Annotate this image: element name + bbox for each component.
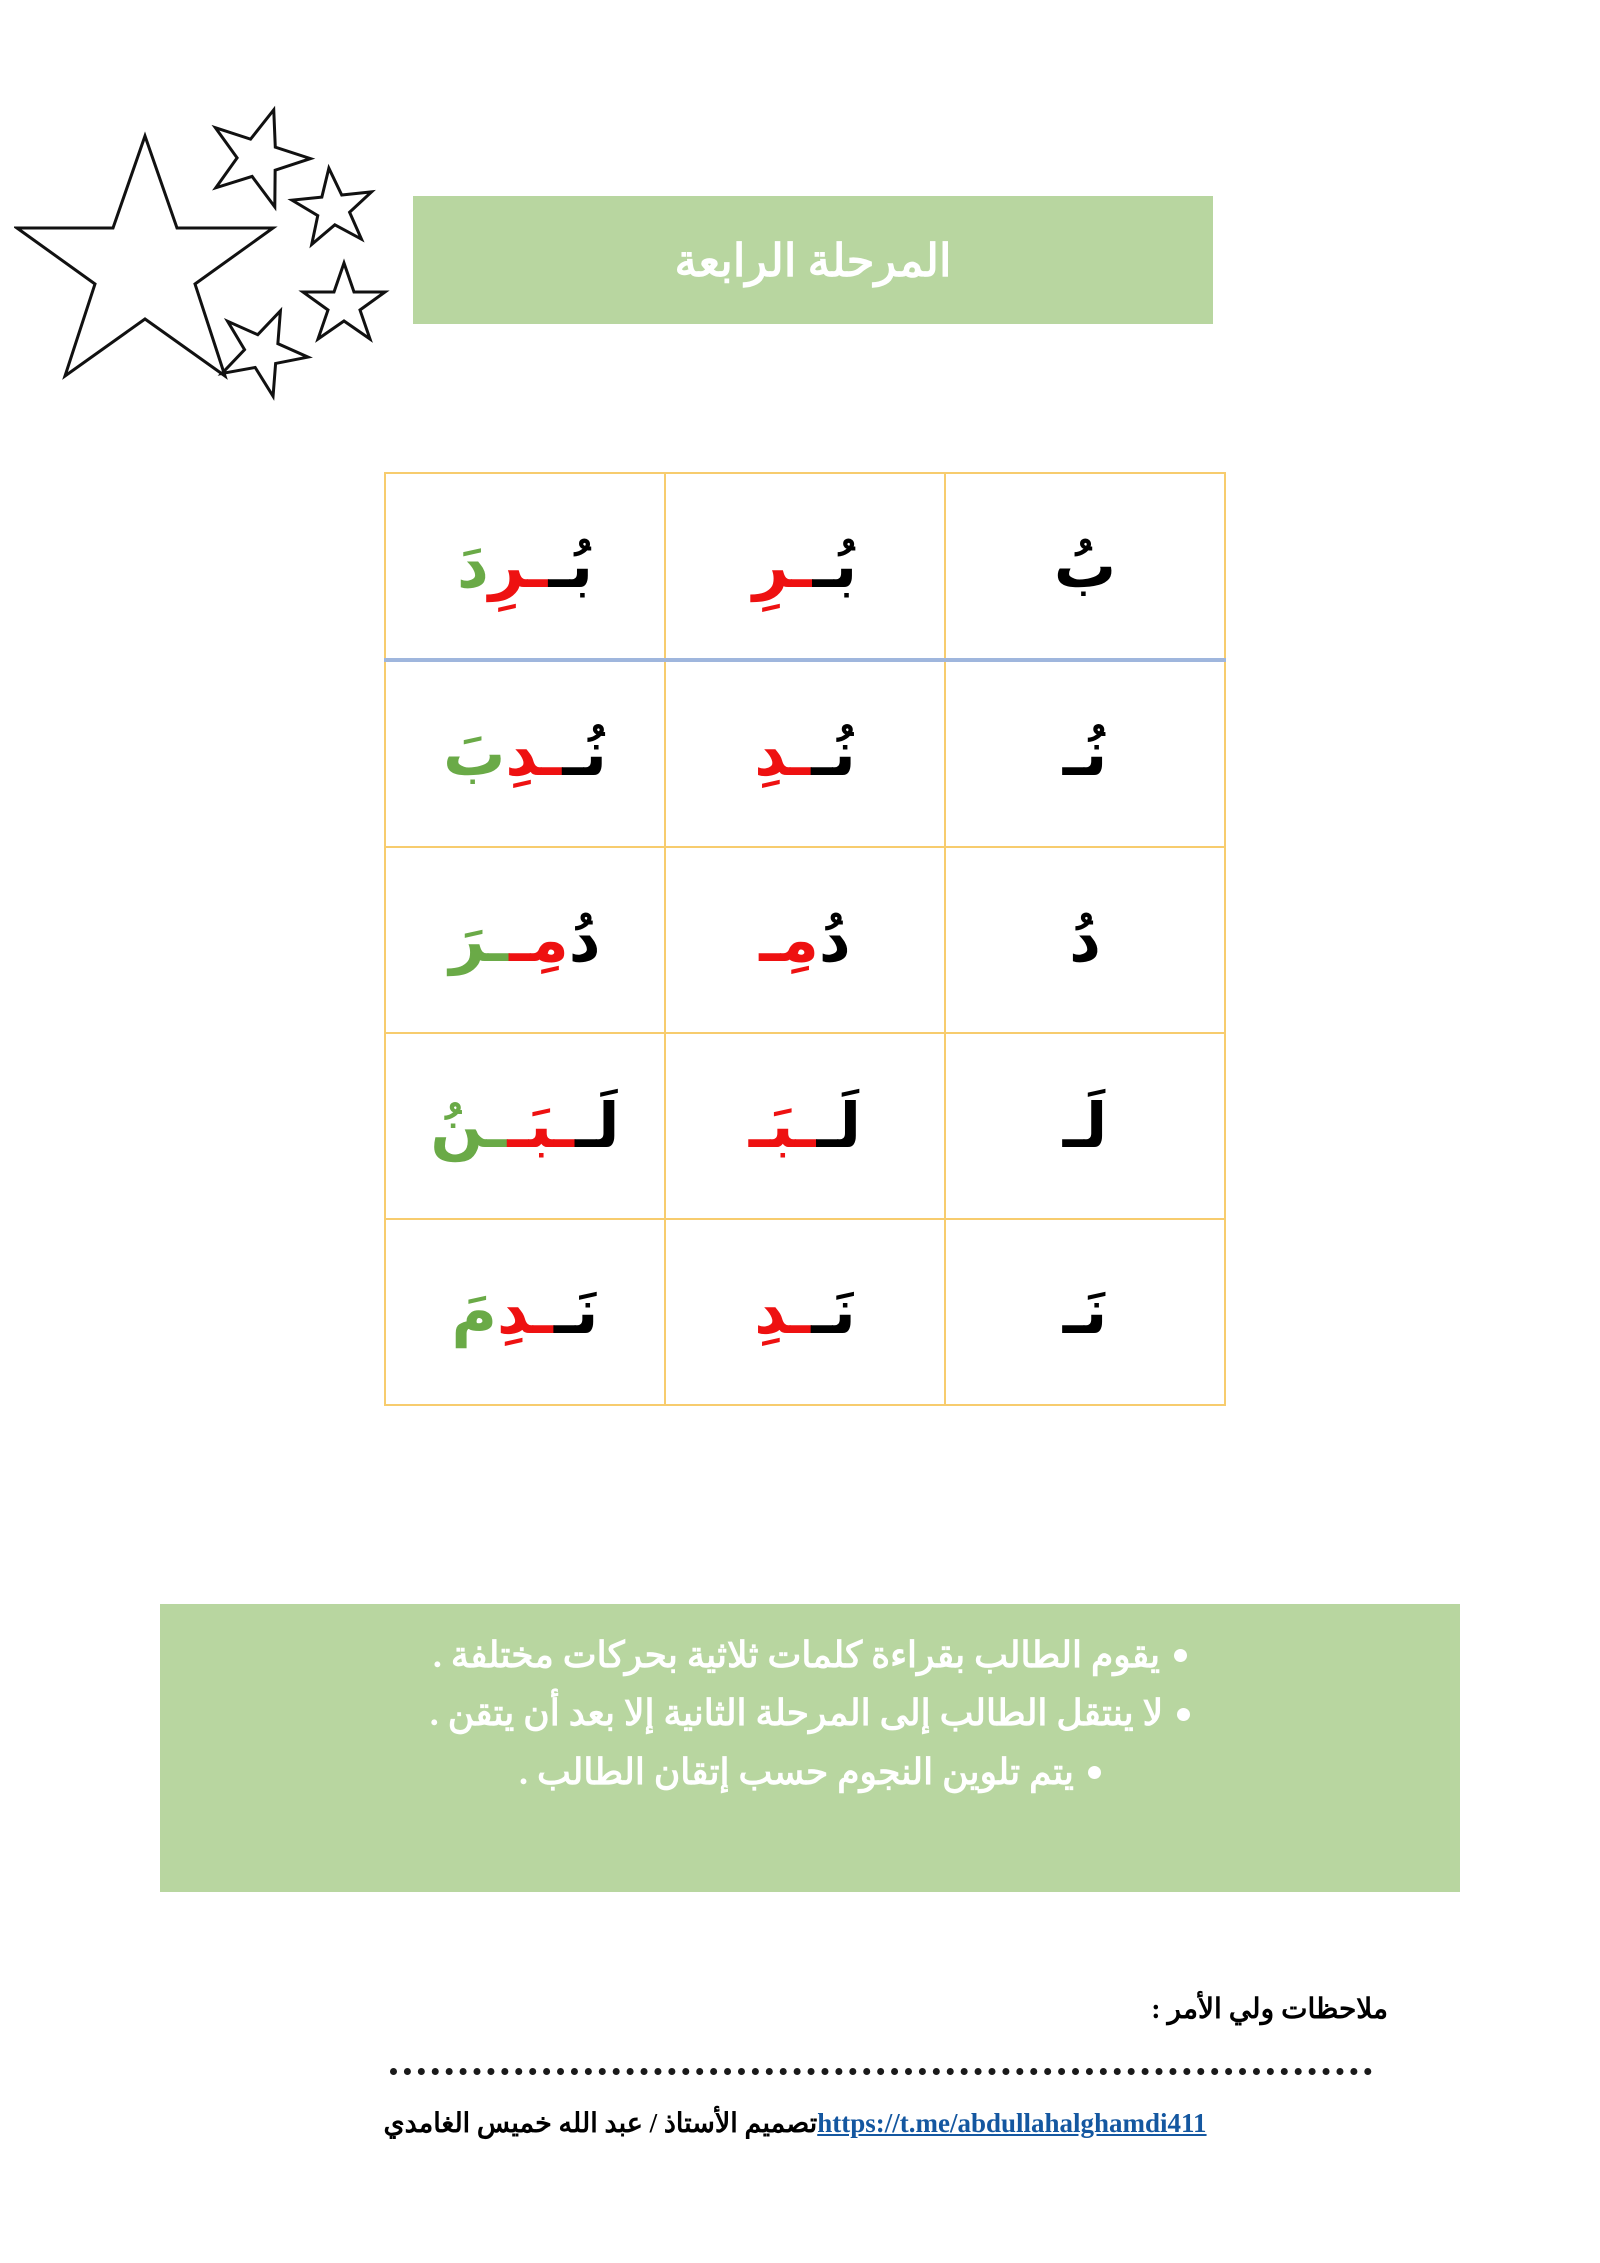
instructions-box (160, 1604, 1460, 1892)
cell-row5-col3[interactable] (945, 1219, 1225, 1405)
title-banner (413, 196, 1213, 324)
word-row2-col1 (443, 715, 607, 793)
word-row4-col2 (749, 1087, 861, 1165)
word-segment: ـدِ (505, 717, 563, 791)
word-segment: نَـ (1062, 1275, 1108, 1349)
instruction-text: يتم تلوين النجوم حسب إتقان الطالب . (519, 1751, 1074, 1792)
word-segment: ـبَـ (748, 1089, 817, 1163)
word-row1-col1 (457, 527, 593, 605)
telegram-link[interactable]: https://t.me/abdullahalghamdi411 (817, 2108, 1207, 2138)
word-segment: نُـ (562, 717, 607, 791)
word-segment: ـنُ (430, 1089, 508, 1163)
word-row4-col1 (430, 1087, 619, 1165)
cell-row3-col2[interactable] (665, 847, 945, 1033)
word-segment: نَـ (811, 1275, 856, 1349)
bullet-icon (1174, 1649, 1187, 1662)
word-segment: بُـ (812, 529, 858, 603)
syllable-practice-table (384, 472, 1226, 1406)
word-row2-col2 (754, 715, 856, 793)
word-row3-col1 (449, 901, 600, 979)
word-segment: نُـ (811, 717, 856, 791)
table-row (385, 473, 1225, 660)
word-segment: ـرَ (449, 903, 510, 977)
instruction-text: لا ينتقل الطالب إلى المرحلة الثانية إلا بعد أن يتقن . (429, 1693, 1164, 1734)
cell-row2-col1[interactable] (385, 660, 665, 847)
word-segment: بَ (443, 717, 506, 791)
word-segment: لَـ (1062, 1089, 1108, 1163)
cell-row4-col1[interactable] (385, 1033, 665, 1219)
cell-row1-col1[interactable] (385, 473, 665, 660)
table-row (385, 1219, 1225, 1405)
instructions-list (212, 1626, 1408, 1801)
table-row (385, 1033, 1225, 1219)
cell-row1-col3[interactable] (945, 473, 1225, 660)
cell-row3-col3[interactable] (945, 847, 1225, 1033)
cell-row4-col2[interactable] (665, 1033, 945, 1219)
word-segment: ـرِ (488, 529, 549, 603)
cell-row5-col1[interactable] (385, 1219, 665, 1405)
word-segment: نَـ (553, 1275, 599, 1349)
bullet-icon (1177, 1708, 1190, 1721)
parent-notes-label: ملاحظات ولي الأمر : (1151, 1994, 1388, 2025)
word-segment: ـبَـ (507, 1089, 576, 1163)
stars-decoration (14, 58, 404, 403)
word-segment: مِـ (509, 903, 569, 977)
star-small-3-icon (303, 263, 385, 339)
word-segment: لَـ (816, 1089, 862, 1163)
word-segment: دَ (456, 529, 489, 603)
word-segment: دُ (568, 903, 601, 977)
stars-group-icon (14, 58, 404, 403)
word-segment: مِـ (759, 903, 819, 977)
word-segment: دُ (818, 903, 851, 977)
word-segment: بُـ (548, 529, 594, 603)
cell-row3-col1[interactable] (385, 847, 665, 1033)
word-segment: دُ (1069, 903, 1101, 977)
instruction-item (212, 1743, 1408, 1801)
word-segment: ـدِ (754, 1275, 812, 1349)
table-row (385, 660, 1225, 847)
word-segment: ـدِ (496, 1275, 554, 1349)
table-row (385, 847, 1225, 1033)
cell-row2-col3[interactable] (945, 660, 1225, 847)
word-segment: مَ (451, 1275, 497, 1349)
page-title: المرحلة الرابعة (674, 235, 952, 286)
cell-row5-col2[interactable] (665, 1219, 945, 1405)
word-segment: بُ (1053, 529, 1117, 603)
instruction-item (212, 1684, 1408, 1742)
bullet-icon (1088, 1766, 1101, 1779)
word-segment: لَـ (575, 1089, 620, 1163)
star-small-4-icon (207, 293, 320, 403)
word-row5-col3 (1063, 1273, 1107, 1351)
cell-row1-col2[interactable] (665, 473, 945, 660)
cell-row4-col3[interactable] (945, 1033, 1225, 1219)
cell-row2-col2[interactable] (665, 660, 945, 847)
credit-text: تصميم الأستاذ / عبد الله خميس الغامدي (383, 2108, 818, 2138)
word-row3-col3 (1069, 901, 1101, 979)
instruction-text: يقوم الطالب بقراءة كلمات ثلاثية بحركات مختلفة . (432, 1635, 1161, 1675)
footer-credit (0, 2108, 1600, 2139)
word-row5-col1 (452, 1273, 599, 1351)
star-small-2-icon (289, 164, 376, 246)
word-segment: نُـ (1062, 717, 1108, 791)
word-segment: ـدِ (754, 717, 812, 791)
star-small-1-icon (198, 94, 322, 212)
word-segment: ـرِ (752, 529, 813, 603)
word-row4-col3 (1063, 1087, 1107, 1165)
word-row5-col2 (754, 1273, 856, 1351)
instruction-item (212, 1626, 1408, 1684)
word-row1-col3 (1054, 527, 1116, 605)
word-row1-col2 (753, 527, 857, 605)
table-body (385, 473, 1225, 1405)
word-row3-col2 (759, 901, 850, 979)
parent-notes-writing-line[interactable] (390, 2068, 1372, 2075)
word-row2-col3 (1063, 715, 1107, 793)
